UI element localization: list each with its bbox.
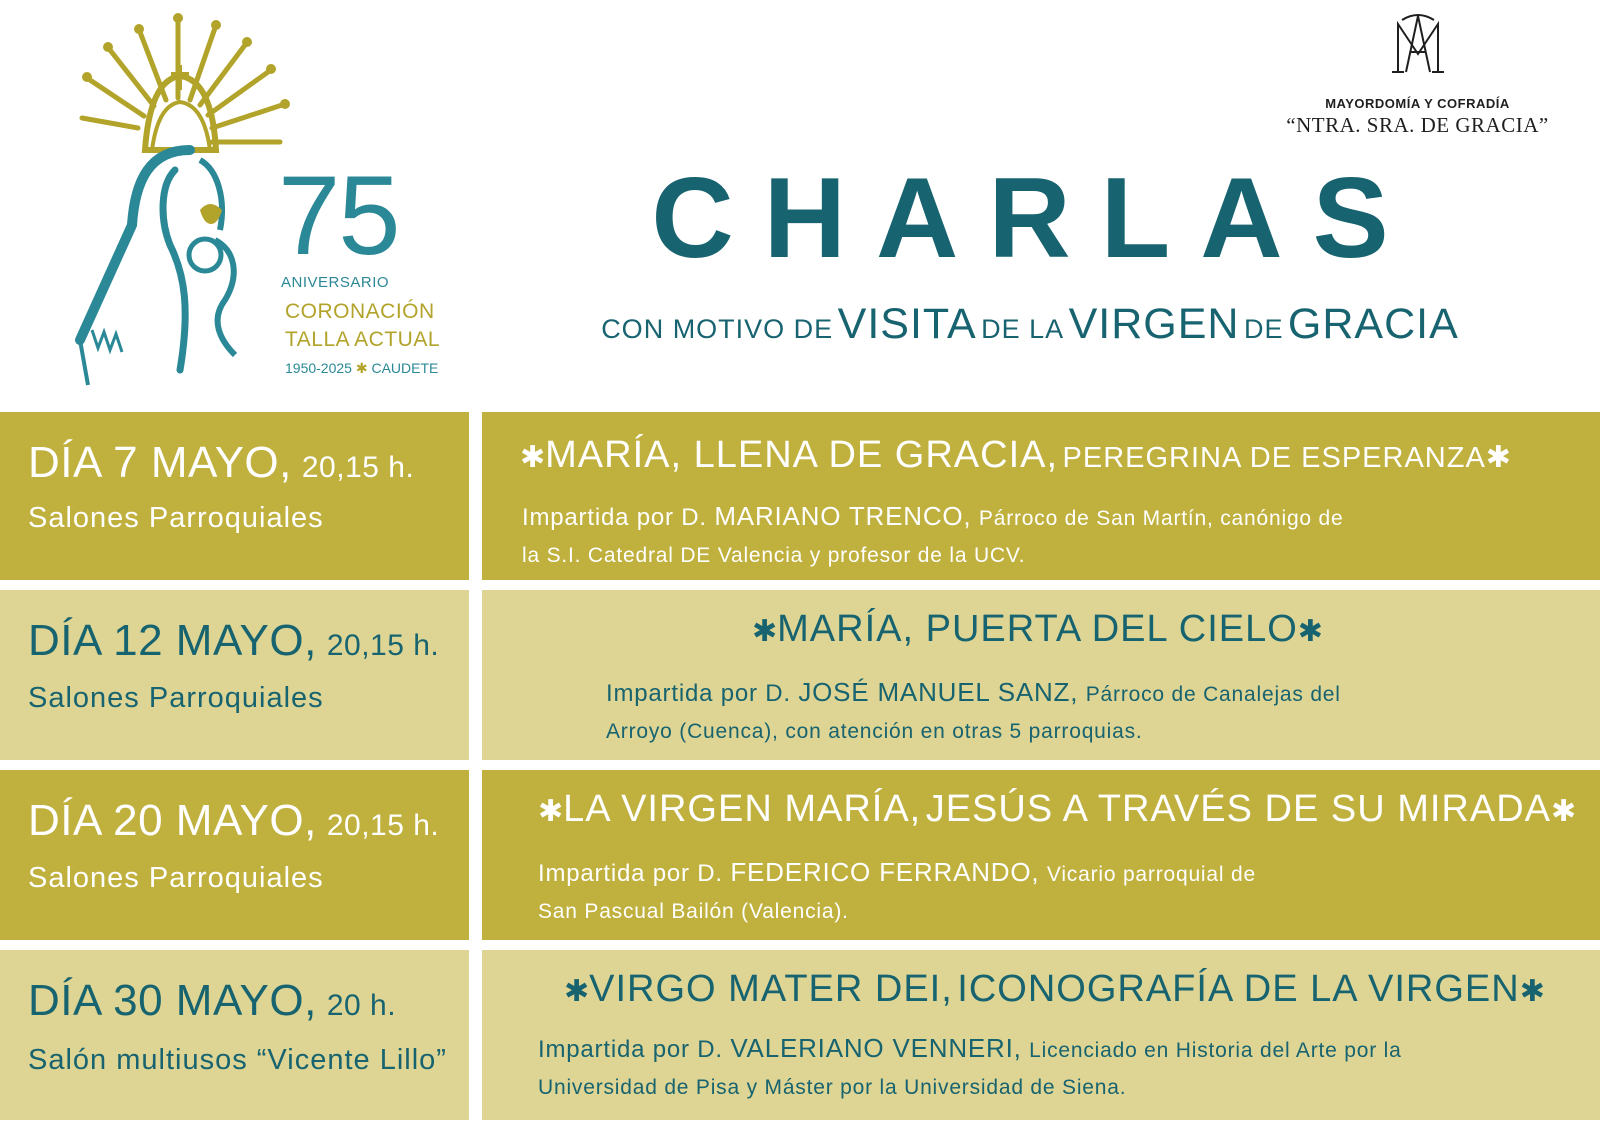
talk-1-info-cell — [482, 412, 1600, 580]
talk-3-info-cell — [482, 770, 1600, 940]
star-icon: ✱ — [752, 615, 778, 648]
talk-3-speaker-desc-2: San Pascual Bailón (Valencia). — [538, 900, 849, 923]
talk-1-date-cell — [0, 412, 469, 580]
star-icon: ✱ — [538, 795, 564, 828]
separator-star-icon: ✱ — [355, 360, 368, 376]
subtitle-part-1: CON MOTIVO DE — [601, 314, 834, 344]
talk-1-day: DÍA 7 MAYO, — [28, 438, 292, 487]
page-subtitle — [530, 300, 1530, 349]
talk-row-1 — [0, 412, 1600, 580]
anniversary-logo — [40, 10, 440, 400]
talk-2-speaker-name: JOSÉ MANUEL SANZ, — [798, 677, 1079, 707]
star-icon: ✱ — [1297, 615, 1323, 648]
star-icon: ✱ — [1485, 441, 1511, 474]
talk-4-speaker-desc-1: Licenciado en Historia del Arte por la — [1029, 1039, 1402, 1062]
star-icon: ✱ — [1519, 975, 1545, 1008]
talk-3-title-sub: JESÚS A TRAVÉS DE SU MIRADA — [925, 788, 1552, 830]
talk-1-time: 20,15 h. — [301, 451, 415, 484]
years-range: 1950-2025 — [285, 360, 352, 376]
page-title: CHARLAS — [651, 155, 1419, 282]
talk-3-title — [538, 788, 1576, 831]
talk-1-title-sub: PEREGRINA DE ESPERANZA — [1062, 442, 1486, 474]
talk-4-date-cell — [0, 950, 469, 1120]
talk-2-date-cell — [0, 590, 469, 760]
years-label — [285, 360, 438, 377]
talk-4-info-cell — [482, 950, 1600, 1120]
monogram-ma-icon — [1388, 12, 1448, 82]
star-icon: ✱ — [520, 441, 546, 474]
subtitle-part-6: GRACIA — [1287, 300, 1459, 348]
subtitle-part-4: VIRGEN — [1068, 300, 1240, 348]
subtitle-part-5: DE — [1243, 314, 1284, 344]
talk-4-title — [564, 968, 1545, 1011]
talk-4-speaker — [538, 1030, 1402, 1106]
subtitle-part-2: VISITA — [837, 300, 977, 348]
talk-1-speaker-prefix: Impartida por D. — [522, 504, 707, 531]
talk-2-title-main: MARÍA, PUERTA DEL CIELO — [777, 608, 1298, 650]
talk-row-2 — [0, 590, 1600, 760]
talk-3-venue: Salones Parroquiales — [28, 862, 324, 894]
talk-3-day: DÍA 20 MAYO, — [28, 796, 317, 845]
talk-4-day: DÍA 30 MAYO, — [28, 976, 317, 1025]
talk-4-venue: Salón multiusos “Vicente Lillo” — [28, 1044, 447, 1076]
talk-4-speaker-prefix: Impartida por D. — [538, 1036, 723, 1063]
talk-2-info-cell — [482, 590, 1600, 760]
talk-3-date-cell — [0, 770, 469, 940]
talk-2-speaker-desc-2: Arroyo (Cuenca), con atención en otras 5 parroquias. — [606, 720, 1143, 743]
talk-2-day: DÍA 12 MAYO, — [28, 616, 317, 665]
talk-1-speaker-name: MARIANO TRENCO, — [714, 501, 972, 531]
talk-row-4 — [0, 950, 1600, 1120]
talk-1-speaker-desc-1: Párroco de San Martín, canónigo de — [978, 507, 1344, 530]
anniversary-label: ANIVERSARIO — [281, 274, 390, 291]
talk-3-speaker-name: FEDERICO FERRANDO, — [730, 857, 1040, 887]
talk-4-title-main: VIRGO MATER DEI, — [589, 968, 953, 1010]
talk-4-speaker-desc-2: Universidad de Pisa y Máster por la Universidad de Siena. — [538, 1076, 1127, 1099]
cofradia-logo — [1255, 12, 1580, 142]
talk-2-date — [28, 616, 439, 666]
talk-2-speaker — [606, 674, 1341, 750]
talk-1-speaker — [522, 498, 1344, 574]
place-name: CAUDETE — [371, 360, 439, 376]
talk-1-title — [520, 434, 1511, 477]
talk-3-title-main: LA VIRGEN MARÍA, — [563, 788, 922, 830]
talk-2-speaker-prefix: Impartida por D. — [606, 680, 791, 707]
talk-3-speaker-desc-1: Vicario parroquial de — [1046, 863, 1256, 886]
talla-label: TALLA ACTUAL — [285, 328, 441, 351]
star-icon: ✱ — [1551, 795, 1577, 828]
talk-1-date — [28, 438, 414, 488]
talk-4-speaker-name: VALERIANO VENNERI, — [730, 1033, 1022, 1063]
talk-3-speaker — [538, 854, 1256, 930]
talk-2-title — [752, 608, 1323, 651]
talk-4-time: 20 h. — [326, 989, 397, 1022]
talk-1-title-main: MARÍA, LLENA DE GRACIA, — [545, 434, 1059, 476]
talk-3-date — [28, 796, 439, 846]
talk-4-title-sub: ICONOGRAFÍA DE LA VIRGEN — [957, 968, 1520, 1010]
talk-2-venue: Salones Parroquiales — [28, 682, 324, 714]
subtitle-part-3: DE LA — [981, 314, 1065, 344]
star-icon: ✱ — [564, 975, 590, 1008]
talk-2-time: 20,15 h. — [326, 629, 440, 662]
talk-1-speaker-desc-2: la S.I. Catedral DE Valencia y profesor de la UCV. — [522, 544, 1026, 567]
talk-2-speaker-desc-1: Párroco de Canalejas del — [1085, 683, 1341, 706]
anniversary-number: 75 — [278, 153, 399, 278]
cofradia-line1: MAYORDOMÍA Y COFRADÍA — [1325, 96, 1510, 111]
talk-3-speaker-prefix: Impartida por D. — [538, 860, 723, 887]
talk-row-3 — [0, 770, 1600, 940]
cofradia-line2: “NTRA. SRA. DE GRACIA” — [1286, 113, 1549, 137]
talk-4-date — [28, 976, 396, 1026]
talk-1-venue: Salones Parroquiales — [28, 502, 324, 534]
coronation-label: CORONACIÓN — [285, 300, 435, 323]
talk-3-time: 20,15 h. — [326, 809, 440, 842]
